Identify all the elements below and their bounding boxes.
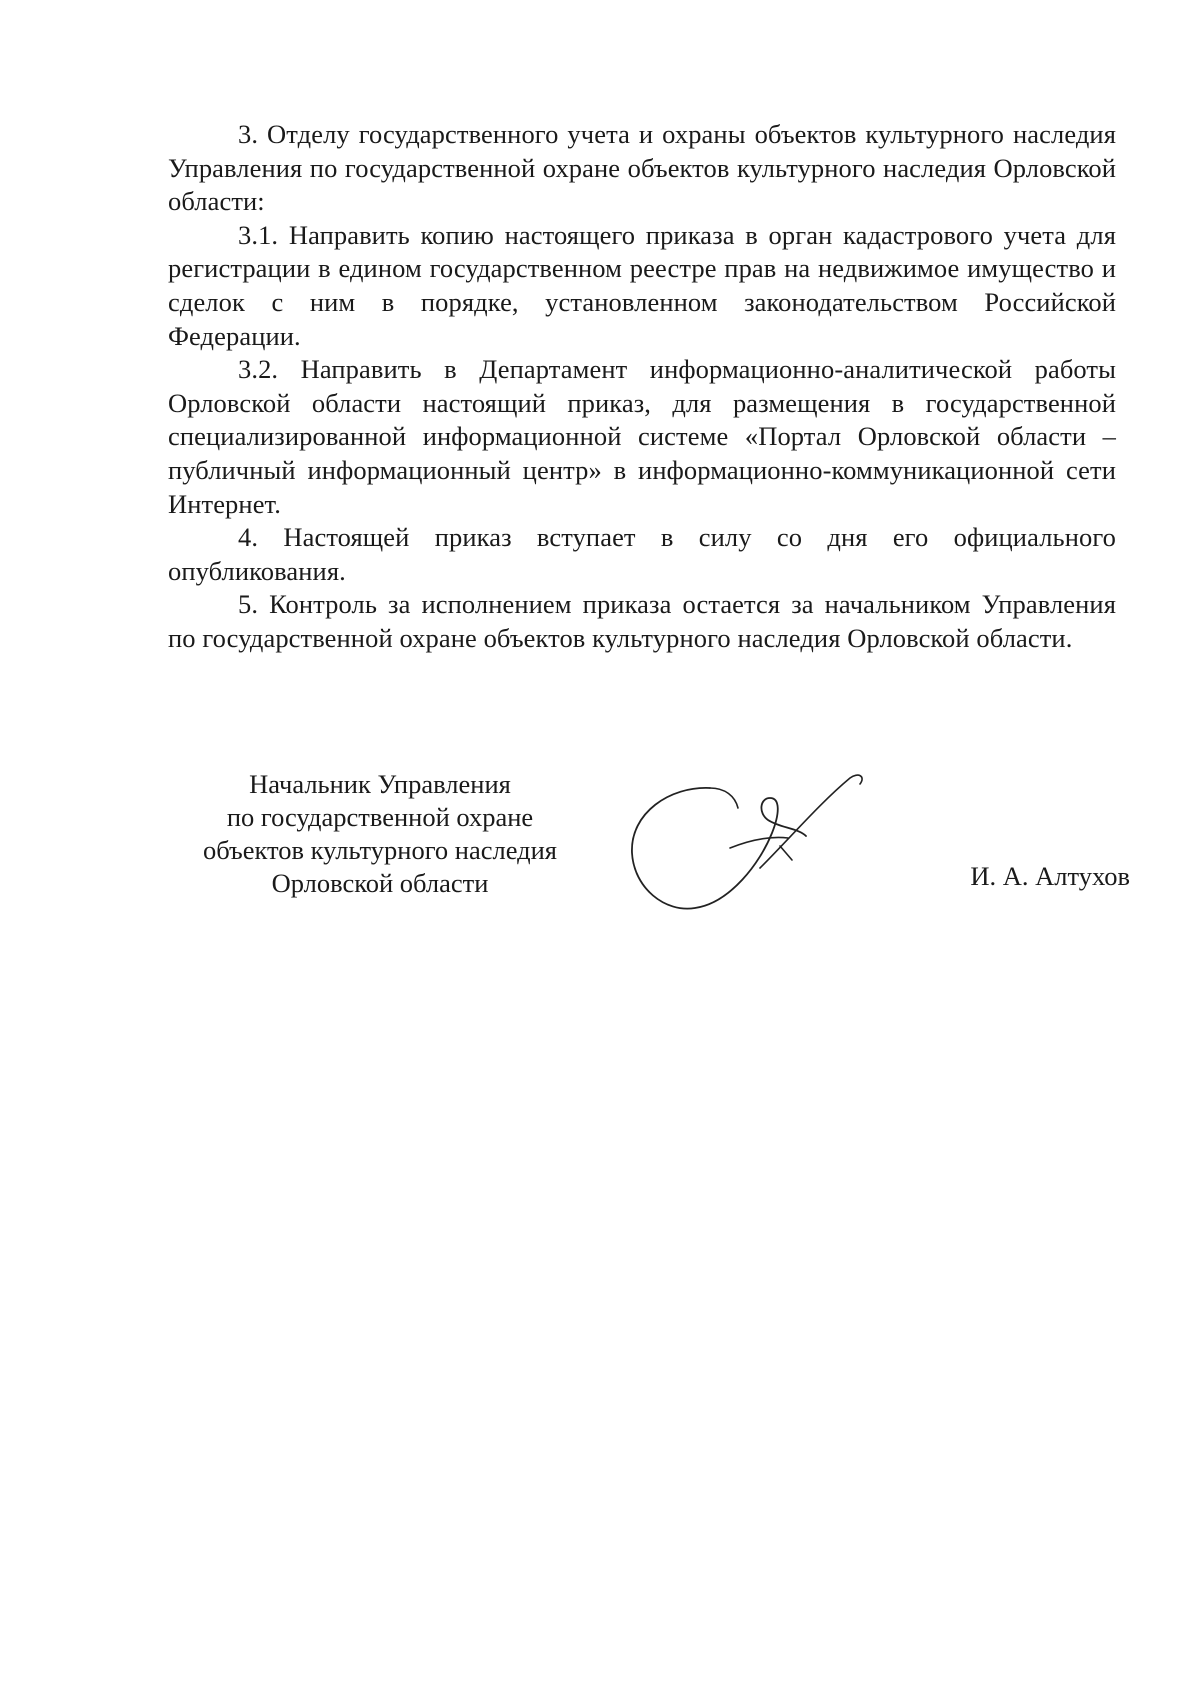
signatory-name: И. А. Алтухов [970, 861, 1130, 891]
signatory-title-line: Начальник Управления [249, 769, 511, 799]
signature-block [150, 768, 1150, 908]
signatory-title-line: объектов культурного наследия [202, 835, 557, 865]
paragraph-3-2: 3.2. Направить в Департамент информационно-аналитической работы Орловской области настоящий приказ, для размещения в государственной специализированной информационной системе «Портал Орловской области – публичный информационный центр» в информационно-коммуникационной сети Интернет. [168, 354, 1116, 519]
paragraph-3-1: 3.1. Направить копию настоящего приказа в орган кадастрового учета для регистрации в едином государственном реестре прав на недвижимое имущество и сделок с ним в порядке, установленном законодательством Российской Федерации. [168, 219, 1116, 351]
paragraph-4: 4. Настоящей приказ вступает в силу со дня его официального опубликования. [168, 522, 1116, 586]
signatory-title [180, 768, 580, 900]
handwritten-signature-icon [610, 758, 870, 918]
document-body [168, 118, 1116, 656]
signatory-title-line: по государственной охране [226, 802, 534, 832]
signatory-title-line: Орловской области [271, 868, 489, 898]
paragraph-3: 3. Отделу государственного учета и охраны объектов культурного наследия Управления по государственной охране объектов культурного наследия Орловской области: [168, 119, 1116, 217]
paragraph-5: 5. Контроль за исполнением приказа остается за начальником Управления по государственной охране объектов культурного наследия Орловской области. [168, 589, 1116, 653]
